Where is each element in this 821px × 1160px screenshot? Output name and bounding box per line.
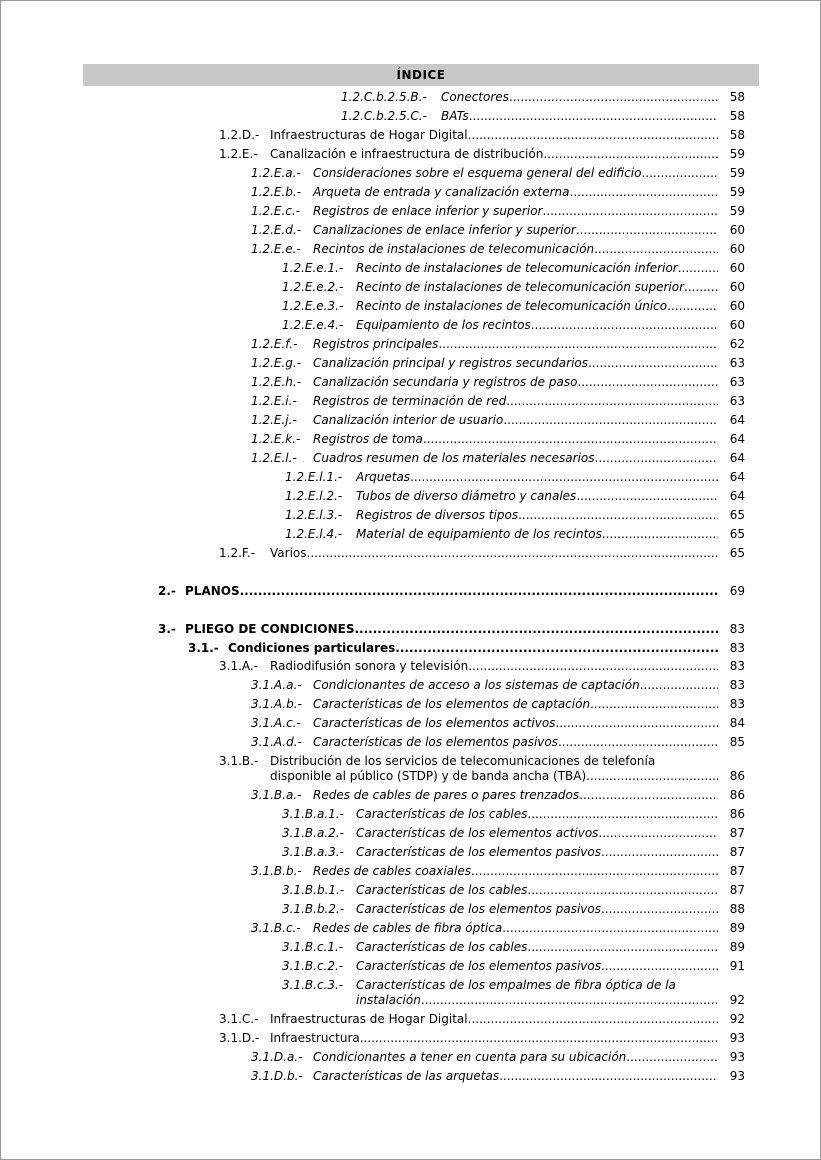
- toc-entry-title: Características de los elementos de captación: [313, 697, 591, 711]
- toc-entry-title: Redes de cables de pares o pares trenzados: [313, 788, 580, 802]
- toc-entry-number: 1.2.D.-: [219, 128, 260, 142]
- toc-entry[interactable]: [356, 299, 718, 314]
- dot-leader: [586, 769, 718, 784]
- toc-entry-title: Material de equipamiento de los recintos: [356, 527, 602, 541]
- toc-entry-title: Arqueta de entrada y canalización externa: [313, 185, 570, 199]
- toc-entry-title: Registros de diversos tipos: [356, 508, 519, 522]
- toc-entry-number: 1.2.E.l.-: [251, 451, 297, 465]
- toc-page-number: 59: [729, 166, 745, 180]
- toc-entry-title: Recinto de instalaciones de telecomunicación superior: [356, 280, 685, 294]
- toc-entry-title: Recinto de instalaciones de telecomunicación único: [356, 299, 668, 313]
- dot-leader: [601, 902, 718, 917]
- dot-leader: [307, 546, 719, 561]
- toc-page-number: 63: [729, 394, 745, 408]
- toc-entry[interactable]: [270, 546, 718, 561]
- dot-leader: [601, 959, 718, 974]
- toc-entry-number: 3.1.A.c.-: [251, 716, 301, 730]
- toc-entry-number: 1.2.E.l.3.-: [285, 508, 343, 522]
- toc-entry[interactable]: [313, 678, 718, 693]
- toc-entry[interactable]: [313, 337, 718, 352]
- toc-page-number: 83: [729, 659, 745, 673]
- toc-entry-title: BATs: [441, 109, 469, 123]
- toc-entry-title: Registros principales: [313, 337, 439, 351]
- toc-entry-number: 3.1.B.a.1.-: [282, 807, 344, 821]
- toc-entry[interactable]: [313, 356, 718, 371]
- toc-page-number: 62: [729, 337, 745, 351]
- dot-leader: [468, 1012, 718, 1027]
- toc-entry-number: 3.1.A.d.-: [251, 735, 302, 749]
- toc-entry[interactable]: [441, 90, 718, 105]
- toc-entry-title: Características de los elementos activos: [313, 716, 556, 730]
- toc-entry-title: Canalizaciones de enlace inferior y superior: [313, 223, 576, 237]
- toc-page-number: 60: [729, 242, 745, 256]
- toc-entry-number: 1.2.E.a.-: [251, 166, 301, 180]
- dot-leader: [598, 826, 718, 841]
- toc-page-number: 89: [729, 940, 745, 954]
- dot-leader: [626, 1050, 718, 1065]
- toc-entry-number: 1.2.E.e.1.-: [282, 261, 344, 275]
- toc-entry[interactable]: [356, 807, 718, 822]
- toc-entry-title: Tubos de diverso diámetro y canales: [356, 489, 577, 503]
- toc-entry[interactable]: [313, 921, 718, 936]
- toc-entry[interactable]: [270, 769, 718, 784]
- toc-page-number: 60: [729, 318, 745, 332]
- toc-entry-title: Cuadros resumen de los materiales necesarios: [313, 451, 595, 465]
- toc-page-number: 64: [729, 451, 745, 465]
- toc-entry-number: 1.2.E.f.-: [251, 337, 298, 351]
- toc-entry-title: Canalización principal y registros secundarios: [313, 356, 589, 370]
- dot-leader: [421, 993, 718, 1008]
- toc-entry-title: Características de las arquetas: [313, 1069, 500, 1083]
- dot-leader: [640, 678, 718, 693]
- toc-entry-title: PLANOS: [185, 584, 240, 598]
- toc-entry-title: Infraestructuras de Hogar Digital: [270, 1012, 468, 1026]
- toc-page-number: 87: [729, 845, 745, 859]
- toc-entry-title: Características de los cables: [356, 883, 528, 897]
- toc-entry-number: 3.1.B.a.2.-: [282, 826, 344, 840]
- toc-entry-number: 1.2.E.l.1.-: [285, 470, 343, 484]
- toc-entry[interactable]: [228, 641, 718, 656]
- toc-entry-number: 3.1.B.b.-: [251, 864, 302, 878]
- toc-entry[interactable]: [356, 959, 718, 974]
- dot-leader: [527, 883, 718, 898]
- dot-leader: [423, 432, 718, 447]
- dot-leader: [590, 697, 718, 712]
- toc-entry[interactable]: [356, 826, 718, 841]
- toc-entry[interactable]: [313, 864, 718, 879]
- dot-leader: [579, 788, 718, 803]
- toc-page-number: 69: [729, 584, 745, 598]
- toc-page-number: 64: [729, 470, 745, 484]
- toc-entry-number: 3.1.B.b.1.-: [282, 883, 345, 897]
- toc-entry-title: Consideraciones sobre el esquema general del edificio: [313, 166, 642, 180]
- dot-leader: [503, 413, 718, 428]
- toc-entry-title: PLIEGO DE CONDICIONES: [185, 622, 355, 636]
- dot-leader: [410, 470, 718, 485]
- dot-leader: [395, 641, 718, 656]
- toc-entry-number: 1.2.E.b.-: [251, 185, 302, 199]
- toc-entry[interactable]: [313, 697, 718, 712]
- dot-leader: [542, 204, 718, 219]
- toc-entry-number: 3.1.B.-: [219, 754, 259, 768]
- toc-entry-title: instalación: [356, 993, 421, 1007]
- toc-entry-number: 1.2.E.i.-: [251, 394, 297, 408]
- dot-leader: [468, 659, 718, 674]
- toc-entry[interactable]: [356, 993, 718, 1008]
- toc-entry-number: 2.-: [158, 584, 176, 598]
- toc-entry[interactable]: [356, 280, 718, 295]
- toc-entry-title: Características de los elementos pasivos: [356, 959, 601, 973]
- toc-entry-number: 1.2.E.c.-: [251, 204, 301, 218]
- toc-page-number: 87: [729, 864, 745, 878]
- toc-entry[interactable]: [270, 659, 718, 674]
- toc-entry[interactable]: [313, 735, 718, 750]
- toc-entry[interactable]: [356, 261, 718, 276]
- dot-leader: [602, 527, 718, 542]
- dot-leader: [509, 90, 718, 105]
- toc-entry-title: disponible al público (STDP) y de banda ancha (TBA): [270, 769, 587, 783]
- toc-page-number: 65: [729, 546, 745, 560]
- toc-entry[interactable]: [313, 1050, 718, 1065]
- dot-leader: [555, 716, 718, 731]
- toc-entry-title: Conectores: [441, 90, 509, 104]
- dot-leader: [499, 1069, 718, 1084]
- dot-leader: [469, 109, 718, 124]
- dot-leader: [595, 451, 719, 466]
- toc-page-number: 64: [729, 489, 745, 503]
- toc-entry[interactable]: [270, 128, 718, 143]
- toc-entry-number: 1.2.E.l.4.-: [285, 527, 343, 541]
- toc-entry-number: 3.1.B.b.2.-: [282, 902, 345, 916]
- toc-entry-number: 3.1.B.a.-: [251, 788, 302, 802]
- toc-entry-title: Canalización interior de usuario: [313, 413, 504, 427]
- toc-page-number: 86: [729, 807, 745, 821]
- toc-entry-number: 3.1.B.c.-: [251, 921, 301, 935]
- toc-entry-number: 3.1.-: [188, 641, 219, 655]
- dot-leader: [355, 622, 719, 637]
- toc-page-number: 58: [729, 128, 745, 142]
- dot-leader: [678, 261, 718, 276]
- dot-leader: [588, 356, 718, 371]
- toc-entry-number: 3.1.D.a.-: [251, 1050, 303, 1064]
- dot-leader: [527, 940, 718, 955]
- toc-entry-number: 1.2.C.b.2.5.B.-: [341, 90, 427, 104]
- toc-entry[interactable]: [356, 470, 718, 485]
- toc-entry-number: 3.1.D.-: [219, 1031, 260, 1045]
- toc-entry[interactable]: [270, 147, 718, 162]
- toc-page-number: 87: [729, 883, 745, 897]
- toc-entry-title: Canalización e infraestructura de distribución: [270, 147, 544, 161]
- toc-entry-number: 3.1.B.c.1.-: [282, 940, 344, 954]
- dot-leader: [438, 337, 718, 352]
- toc-page-number: 83: [729, 678, 745, 692]
- toc-entry-number: 1.2.E.k.-: [251, 432, 301, 446]
- toc-page-number: 89: [729, 921, 745, 935]
- toc-entry-number: 1.2.E.d.-: [251, 223, 302, 237]
- dot-leader: [471, 864, 718, 879]
- toc-entry-title: Registros de terminación de red: [313, 394, 507, 408]
- toc-page-number: 83: [729, 641, 745, 655]
- dot-leader: [502, 921, 718, 936]
- dot-leader: [558, 735, 718, 750]
- toc-entry-title: Condicionantes de acceso a los sistemas de captación: [313, 678, 640, 692]
- toc-entry[interactable]: [313, 223, 718, 238]
- toc-entry[interactable]: [313, 1069, 718, 1084]
- dot-leader: [601, 845, 718, 860]
- toc-entry-title: Redes de cables coaxiales: [313, 864, 472, 878]
- dot-leader: [577, 375, 718, 390]
- toc-entry-title: Radiodifusión sonora y televisión: [270, 659, 469, 673]
- toc-page-number: 83: [729, 697, 745, 711]
- dot-leader: [641, 166, 718, 181]
- toc-entry[interactable]: [313, 451, 718, 466]
- toc-entry-number: 3.1.B.c.2.-: [282, 959, 344, 973]
- toc-entry-number: 1.2.E.e.3.-: [282, 299, 344, 313]
- toc-entry[interactable]: [270, 1031, 718, 1046]
- toc-page-number: 87: [729, 826, 745, 840]
- toc-entry-title: Características de los elementos pasivos: [356, 902, 601, 916]
- dot-leader: [570, 185, 718, 200]
- toc-entry-number: 1.2.E.-: [219, 147, 258, 161]
- toc-entry-title: Varios: [270, 546, 307, 560]
- toc-entry[interactable]: [313, 185, 718, 200]
- toc-entry[interactable]: [313, 375, 718, 390]
- dot-leader: [527, 807, 718, 822]
- toc-entry-title: Equipamiento de los recintos: [356, 318, 531, 332]
- toc-entry-title: Recintos de instalaciones de telecomunicación: [313, 242, 595, 256]
- toc-page-number: 63: [729, 375, 745, 389]
- toc-entry-number: 1.2.E.e.2.-: [282, 280, 344, 294]
- toc-entry[interactable]: [313, 166, 718, 181]
- toc-page-number: 64: [729, 432, 745, 446]
- dot-leader: [240, 584, 718, 599]
- toc-entry-number: 3.1.C.-: [219, 1012, 259, 1026]
- toc-entry[interactable]: [441, 109, 718, 124]
- dot-leader: [594, 242, 718, 257]
- toc-entry-number: 1.2.E.g.-: [251, 356, 302, 370]
- toc-entry-number: 3.-: [158, 622, 176, 636]
- toc-entry-number: 3.1.B.a.3.-: [282, 845, 344, 859]
- toc-page-number: 60: [729, 280, 745, 294]
- dot-leader: [506, 394, 718, 409]
- toc-page-number: 93: [729, 1031, 745, 1045]
- toc-entry-number: 1.2.E.e.4.-: [282, 318, 344, 332]
- toc-entry-number: 3.1.D.b.-: [251, 1069, 303, 1083]
- toc-entry[interactable]: [356, 489, 718, 504]
- toc-entry[interactable]: [313, 204, 718, 219]
- toc-entry-title: Características de los cables: [356, 807, 528, 821]
- toc-entry[interactable]: [356, 883, 718, 898]
- toc-page-number: 60: [729, 223, 745, 237]
- dot-leader: [576, 223, 718, 238]
- dot-leader: [518, 508, 718, 523]
- toc-entry[interactable]: [356, 845, 718, 860]
- toc-page-number: 58: [729, 90, 745, 104]
- toc-page-number: 59: [729, 147, 745, 161]
- toc-entry-number: 3.1.A.b.-: [251, 697, 302, 711]
- toc-entry-number: 1.2.E.h.-: [251, 375, 302, 389]
- toc-entry-title: Condiciones particulares: [228, 641, 396, 655]
- dot-leader: [543, 147, 718, 162]
- toc-entry[interactable]: [185, 584, 718, 599]
- toc-page-number: 65: [729, 527, 745, 541]
- toc-entry-title: Infraestructuras de Hogar Digital: [270, 128, 468, 142]
- toc-entry-number: 3.1.B.c.3.-: [282, 978, 344, 992]
- toc-entry-title: Condicionantes a tener en cuenta para su ubicación: [313, 1050, 627, 1064]
- toc-entry[interactable]: [313, 394, 718, 409]
- toc-page-number: 86: [729, 788, 745, 802]
- toc-page-number: 91: [729, 959, 745, 973]
- toc-entry-title: Características de los cables: [356, 940, 528, 954]
- toc-page-number: 93: [729, 1050, 745, 1064]
- dot-leader: [576, 489, 718, 504]
- toc-entry-number: 1.2.E.e.-: [251, 242, 301, 256]
- toc-entry[interactable]: [356, 527, 718, 542]
- toc-page-number: 84: [729, 716, 745, 730]
- dot-leader: [360, 1031, 718, 1046]
- index-header: ÍNDICE: [83, 64, 759, 86]
- toc-entry-title: Infraestructura: [270, 1031, 360, 1045]
- toc-entry[interactable]: [356, 902, 718, 917]
- toc-page-number: 59: [729, 204, 745, 218]
- toc-entry-title: Registros de enlace inferior y superior: [313, 204, 543, 218]
- toc-page-number: 58: [729, 109, 745, 123]
- toc-entry[interactable]: [185, 622, 718, 637]
- toc-entry-title: Canalización secundaria y registros de paso: [313, 375, 578, 389]
- toc-entry-number: 3.1.A.a.-: [251, 678, 302, 692]
- dot-leader: [531, 318, 718, 333]
- toc-entry-title-line[interactable]: Características de los empalmes de fibra óptica de la: [356, 978, 676, 992]
- toc-page-number: 92: [729, 993, 745, 1007]
- toc-entry[interactable]: [313, 242, 718, 257]
- toc-entry-number: 1.2.C.b.2.5.C.-: [341, 109, 427, 123]
- toc-entry[interactable]: [313, 788, 718, 803]
- toc-entry[interactable]: [356, 940, 718, 955]
- toc-page-number: 86: [729, 769, 745, 783]
- toc-page-number: 88: [729, 902, 745, 916]
- toc-entry-title-line[interactable]: Distribución de los servicios de telecomunicaciones de telefonía: [270, 754, 656, 768]
- toc-page-number: 64: [729, 413, 745, 427]
- dot-leader: [684, 280, 718, 295]
- dot-leader: [468, 128, 718, 143]
- toc-page-number: 93: [729, 1069, 745, 1083]
- toc-entry-title: Registros de toma: [313, 432, 423, 446]
- toc-entry[interactable]: [356, 318, 718, 333]
- toc-entry-title: Recinto de instalaciones de telecomunicación inferior: [356, 261, 678, 275]
- dot-leader: [667, 299, 718, 314]
- toc-entry-title: Características de los elementos activos: [356, 826, 599, 840]
- toc-entry-number: 3.1.A.-: [219, 659, 259, 673]
- toc-entry[interactable]: [313, 413, 718, 428]
- toc-page-number: 59: [729, 185, 745, 199]
- toc-entry-number: 1.2.E.l.2.-: [285, 489, 343, 503]
- toc-entry-number: 1.2.E.j.-: [251, 413, 297, 427]
- toc-page-number: 92: [729, 1012, 745, 1026]
- toc-page-number: 63: [729, 356, 745, 370]
- toc-entry[interactable]: [313, 716, 718, 731]
- toc-entry-title: Redes de cables de fibra óptica: [313, 921, 503, 935]
- toc-page-number: 85: [729, 735, 745, 749]
- toc-entry[interactable]: [270, 1012, 718, 1027]
- toc-page-number: 65: [729, 508, 745, 522]
- toc-entry[interactable]: [313, 432, 718, 447]
- toc-page-number: 60: [729, 261, 745, 275]
- toc-page-number: 83: [729, 622, 745, 636]
- toc-page-number: 60: [729, 299, 745, 313]
- toc-entry-title: Características de los elementos pasivos: [313, 735, 558, 749]
- toc-entry-title: Arquetas: [356, 470, 411, 484]
- toc-entry-title: Características de los elementos pasivos: [356, 845, 601, 859]
- toc-entry[interactable]: [356, 508, 718, 523]
- toc-entry-number: 1.2.F.-: [219, 546, 256, 560]
